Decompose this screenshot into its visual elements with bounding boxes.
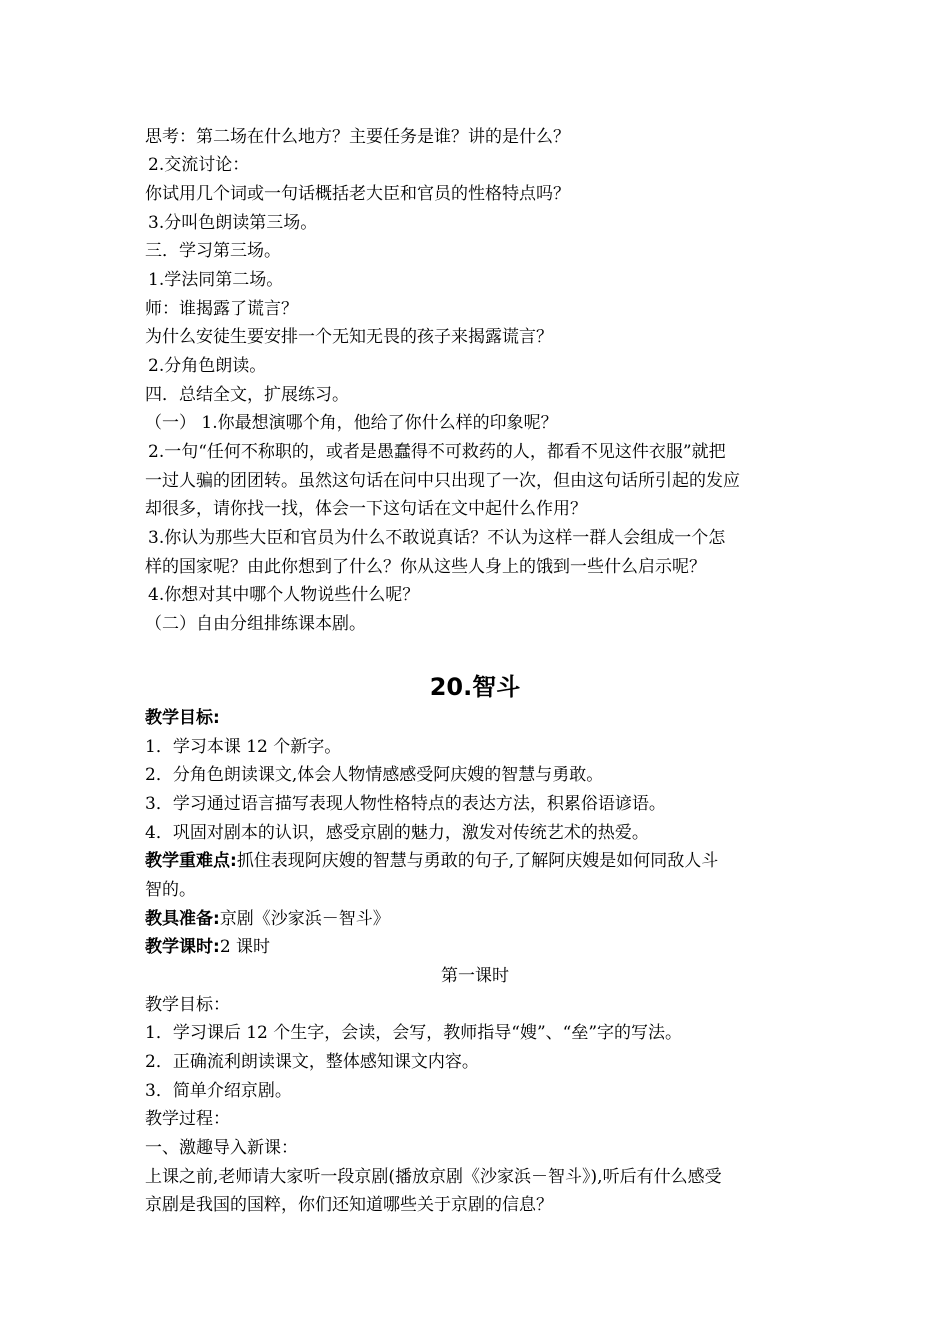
text-line: 师：谁揭露了谎言？ <box>145 299 298 319</box>
text-line: 2.交流讨论： <box>148 155 250 175</box>
text-line: 你试用几个词或一句话概括老大臣和官员的性格特点吗？ <box>145 184 570 204</box>
text-line: 1.学法同第二场。 <box>148 270 284 290</box>
text-line: 上课之前,老师请大家听一段京剧(播放京剧《沙家浜－智斗》),听后有什么感受 <box>145 1167 722 1187</box>
text-line: 四．总结全文，扩展练习。 <box>145 385 349 405</box>
text-line: 为什么安徒生要安排一个无知无畏的孩子来揭露谎言？ <box>145 327 553 347</box>
text-line: 一过人骗的团团转。虽然这句话在问中只出现了一次，但由这句话所引起的发应 <box>145 471 740 491</box>
text-line: 思考：第二场在什么地方？主要任务是谁？讲的是什么？ <box>145 127 570 147</box>
text-line: 样的国家呢？由此你想到了什么？你从这些人身上的饿到一些什么启示呢？ <box>145 557 706 577</box>
key-points-label: 教学重难点: <box>145 851 237 871</box>
goal-item: 2．正确流利朗读课文，整体感知课文内容。 <box>145 1052 479 1072</box>
text-line: 智的。 <box>145 880 196 900</box>
class-hours <box>145 933 825 961</box>
text-line: 一、激趣导入新课： <box>145 1138 298 1158</box>
goal-item: 3．简单介绍京剧。 <box>145 1081 292 1101</box>
lesson-title: 20.智斗 <box>429 673 521 701</box>
goal-item: 3．学习通过语言描写表现人物性格特点的表达方法，积累俗语谚语。 <box>145 794 666 814</box>
key-points <box>145 847 825 875</box>
text-line: 2.分角色朗读。 <box>148 356 267 376</box>
key-points-text: 抓住表现阿庆嫂的智慧与勇敢的句子,了解阿庆嫂是如何同敌人斗 <box>236 851 719 871</box>
text-line: 3.分叫色朗读第三场。 <box>148 213 318 233</box>
goal-item: 2．分角色朗读课文,体会人物情感感受阿庆嫂的智慧与勇敢。 <box>145 765 604 785</box>
goal-item: 1．学习本课 12 个新字。 <box>145 737 342 757</box>
goal-item: 1．学习课后 12 个生字，会读，会写，教师指导“嫂”、“垒”字的写法。 <box>145 1023 683 1043</box>
text-line: 三．学习第三场。 <box>145 241 281 261</box>
class-hours-text: 2 课时 <box>219 937 271 957</box>
text-line: 教学目标： <box>145 995 230 1015</box>
text-line: 4.你想对其中哪个人物说些什么呢？ <box>148 585 420 605</box>
teaching-aids-label: 教具准备: <box>145 909 220 929</box>
goal-item: 4．巩固对剧本的认识，感受京剧的魅力，激发对传统艺术的热爱。 <box>145 823 649 843</box>
class-hours-label: 教学课时: <box>145 937 220 957</box>
text-line: （二）自由分组排练课本剧。 <box>145 614 366 634</box>
goals-heading: 教学目标: <box>145 708 220 728</box>
text-line: 京剧是我国的国粹，你们还知道哪些关于京剧的信息？ <box>145 1195 553 1215</box>
teaching-aids-text: 京剧《沙家浜－智斗》 <box>219 909 390 929</box>
text-line: （一） 1.你最想演哪个角，他给了你什么样的印象呢？ <box>145 413 558 433</box>
teaching-aids <box>145 905 825 933</box>
text-line: 却很多，请你找一找，体会一下这句话在文中起什么作用？ <box>145 499 587 519</box>
text-line: 2.一句“任何不称职的，或者是愚蠢得不可救药的人，都看不见这件衣服”就把 <box>148 442 726 462</box>
text-line: 教学过程： <box>145 1109 230 1129</box>
text-line: 3.你认为那些大臣和官员为什么不敢说真话？不认为这样一群人会组成一个怎 <box>148 528 726 548</box>
period-heading: 第一课时 <box>441 966 509 986</box>
